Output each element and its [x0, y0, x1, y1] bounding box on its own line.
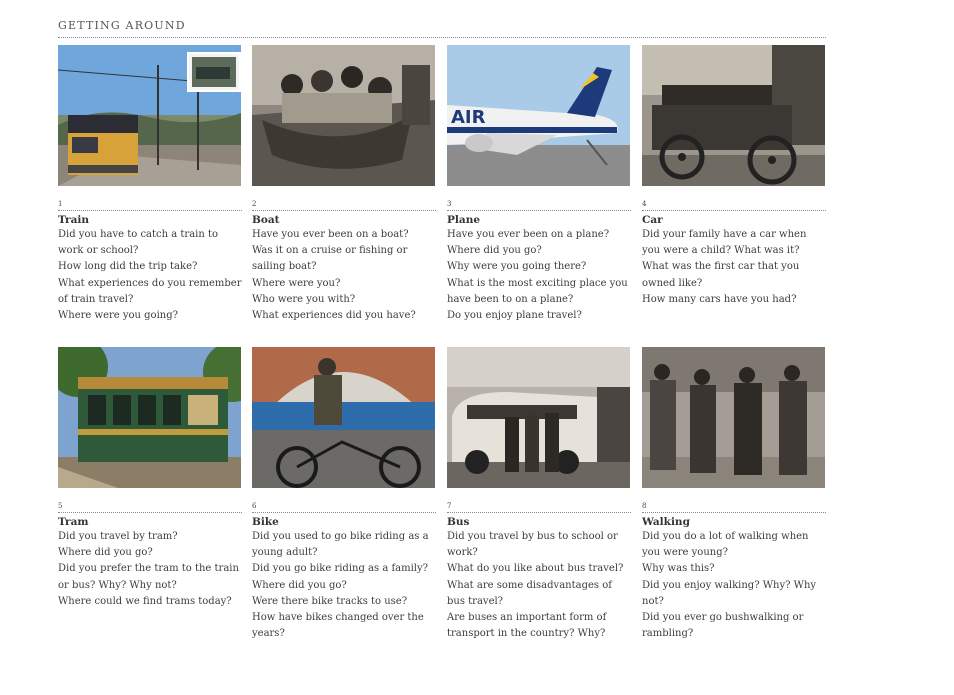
card-title: Plane — [447, 214, 481, 226]
question: Did you used to go bike riding as a young adult? — [252, 531, 429, 559]
question-list — [642, 529, 826, 642]
question: Where did you go? — [447, 245, 542, 257]
question: Where were you going? — [58, 310, 178, 322]
train-photo — [58, 45, 241, 186]
question: Why were you going there? — [447, 261, 587, 273]
card-title: Boat — [252, 214, 280, 226]
plane-livery-text: AIR — [451, 107, 486, 128]
card-number: 8 — [642, 502, 826, 513]
question-list — [58, 227, 242, 324]
boat-photo-image — [252, 45, 435, 186]
question: Have you ever been on a plane? — [447, 229, 610, 240]
train-photo-image — [58, 45, 241, 186]
bike-photo — [252, 347, 435, 488]
question-list — [447, 529, 631, 642]
card-title: Bike — [252, 516, 279, 528]
card-tram — [58, 347, 242, 610]
question: Who were you with? — [252, 293, 356, 305]
car-photo — [642, 45, 825, 186]
question: Were there bike tracks to use? — [252, 595, 408, 607]
plane-photo-image — [447, 45, 630, 186]
question: Are buses an important form of transport in the country? Why? — [447, 612, 607, 640]
question: Did you prefer the tram to the train or bus? Why? Why not? — [58, 563, 239, 591]
question: Did you travel by bus to school or work? — [447, 531, 618, 559]
bike-photo-image — [252, 347, 435, 488]
card-plane — [447, 45, 631, 324]
card-number: 6 — [252, 502, 436, 513]
card-title: Car — [642, 214, 663, 226]
card-train — [58, 45, 242, 324]
page-header — [58, 14, 826, 38]
question: What do you like about bus travel? — [447, 563, 624, 575]
question: How many cars have you had? — [642, 293, 797, 305]
question: What are some disadvantages of bus travel? — [447, 579, 612, 607]
question: How long did the trip take? — [58, 261, 198, 273]
question-list — [252, 529, 436, 642]
tram-photo-image — [58, 347, 241, 488]
card-number: 4 — [642, 200, 826, 211]
question: Did you do a lot of walking when you were young? — [642, 531, 809, 559]
plane-photo — [447, 45, 630, 186]
question-list — [642, 227, 826, 308]
card-number: 7 — [447, 502, 631, 513]
question: Why was this? — [642, 563, 715, 575]
car-photo-image — [642, 45, 825, 186]
question: Did your family have a car when you were a child? What was it? — [642, 229, 807, 257]
walking-photo-image — [642, 347, 825, 488]
question: Did you ever go bushwalking or rambling? — [642, 612, 804, 640]
tram-photo — [58, 347, 241, 488]
card-title: Tram — [58, 516, 89, 528]
question: Where were you? — [252, 277, 341, 289]
question: What experiences did you have? — [252, 310, 416, 322]
card-title: Bus — [447, 516, 470, 528]
question-list — [58, 529, 242, 610]
card-walking — [642, 347, 826, 642]
card-title: Walking — [642, 516, 690, 528]
question: Have you ever been on a boat? — [252, 229, 409, 240]
question: Was it on a cruise or fishing or sailing boat? — [252, 245, 408, 273]
card-boat — [252, 45, 436, 324]
question: Did you have to catch a train to work or school? — [58, 229, 219, 257]
question-list — [252, 227, 436, 324]
walking-photo — [642, 347, 825, 488]
bus-photo-image — [447, 347, 630, 488]
card-title: Train — [58, 214, 90, 226]
page-title: GETTING AROUND — [58, 19, 186, 32]
card-bus — [447, 347, 631, 642]
question: Where could we find trams today? — [58, 595, 232, 607]
question: Where did you go? — [58, 547, 153, 559]
question: How have bikes changed over the years? — [252, 612, 424, 640]
question: Did you go bike riding as a family? — [252, 563, 429, 575]
card-number: 5 — [58, 502, 242, 513]
bus-photo — [447, 347, 630, 488]
card-number: 2 — [252, 200, 436, 211]
question: Where did you go? — [252, 579, 347, 591]
boat-photo — [252, 45, 435, 186]
card-bike — [252, 347, 436, 642]
question: Do you enjoy plane travel? — [447, 310, 582, 322]
card-car — [642, 45, 826, 308]
question: What experiences do you remember of train travel? — [58, 277, 242, 305]
card-number: 3 — [447, 200, 631, 211]
question: Did you enjoy walking? Why? Why not? — [642, 579, 817, 607]
question-list — [447, 227, 631, 324]
question: What was the first car that you owned like? — [642, 261, 800, 289]
card-number: 1 — [58, 200, 242, 211]
question: Did you travel by tram? — [58, 531, 178, 542]
question: What is the most exciting place you have been to on a plane? — [447, 277, 628, 305]
